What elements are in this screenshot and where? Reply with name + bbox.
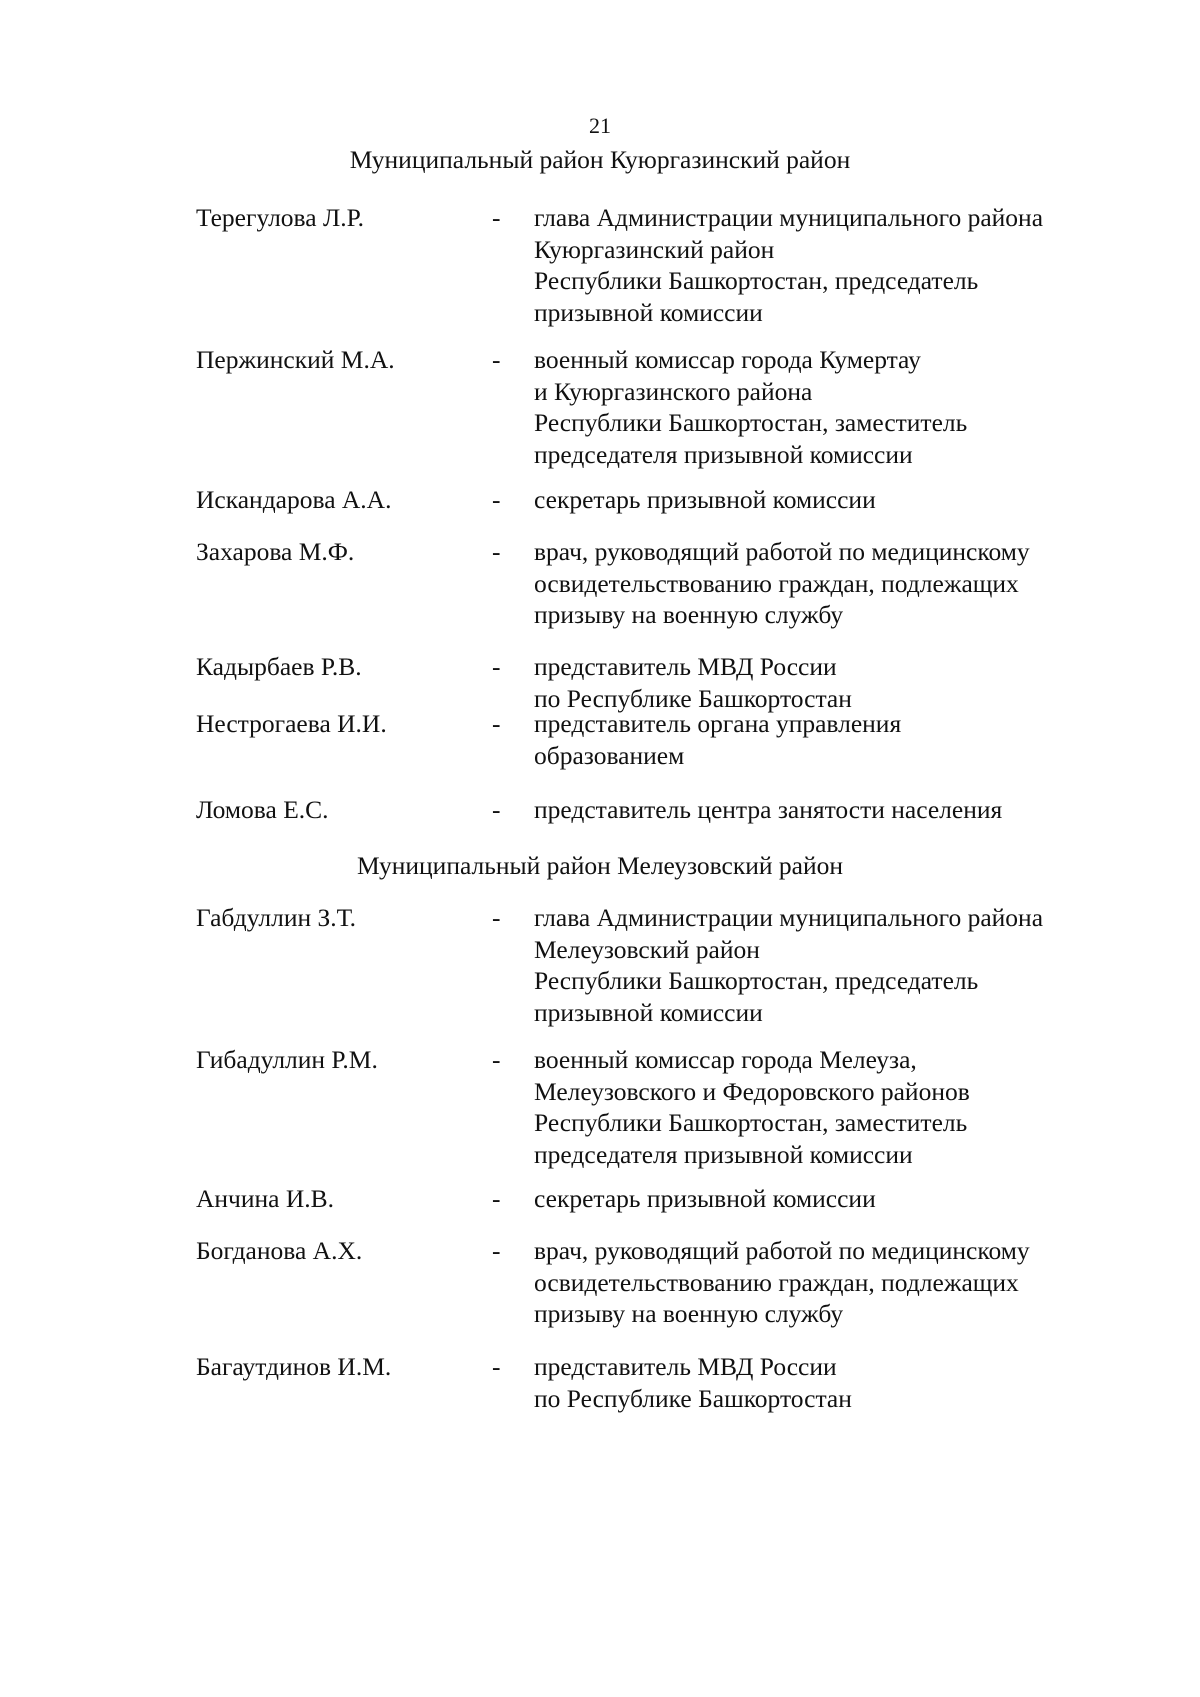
member-name: Захарова М.Ф.: [196, 537, 355, 566]
member-name: Ломова Е.С.: [196, 795, 329, 824]
member-role-line: секретарь призывной комиссии: [534, 485, 876, 514]
member-name: Богданова А.Х.: [196, 1236, 363, 1265]
member-name: Габдуллин З.Т.: [196, 903, 357, 932]
member-role-line: председателя призывной комиссии: [534, 439, 913, 469]
dash-separator: -: [492, 1352, 501, 1381]
member-role: [534, 794, 1134, 826]
member-role-line: Республики Башкортостан, председатель: [534, 266, 979, 295]
dash-separator: -: [492, 537, 501, 566]
member-role-line: врач, руководящий работой по медицинскому: [534, 1236, 1030, 1265]
member-role: [534, 1351, 1134, 1414]
member-role-line: глава Администрации муниципального района: [534, 903, 1044, 932]
member-role-line: Республики Башкортостан, заместитель: [534, 1108, 968, 1137]
dash-separator: -: [492, 1236, 501, 1265]
member-role-line: Куюргазинский район: [534, 234, 775, 264]
member-role-line: Мелеузовский район: [534, 934, 760, 964]
dash-separator: -: [492, 345, 501, 374]
member-role: [534, 1044, 1134, 1170]
member-name: Гибадуллин Р.М.: [196, 1045, 378, 1074]
member-name: Кадырбаев Р.В.: [196, 652, 362, 681]
member-role-line: представитель МВД России: [534, 1352, 837, 1381]
member-role-line: по Республике Башкортостан: [534, 1383, 852, 1413]
member-name: Багаутдинов И.М.: [196, 1352, 392, 1381]
member-role: [534, 1183, 1134, 1215]
member-role: [534, 902, 1134, 1028]
member-name: Терегулова Л.Р.: [196, 203, 364, 232]
member-role-line: призыву на военную службу: [534, 600, 844, 629]
member-name: Искандарова А.А.: [196, 485, 392, 514]
dash-separator: -: [492, 652, 501, 681]
member-role-line: Мелеузовского и Федоровского районов: [534, 1076, 970, 1106]
member-role-line: призывной комиссии: [534, 997, 763, 1027]
dash-separator: -: [492, 203, 501, 232]
member-role-line: по Республике Башкортостан: [534, 683, 852, 713]
member-role-line: освидетельствованию граждан, подлежащих: [534, 568, 1019, 598]
member-role-line: представитель МВД России: [534, 652, 837, 681]
dash-separator: -: [492, 1045, 501, 1074]
member-role-line: военный комиссар города Мелеуза,: [534, 1045, 917, 1074]
member-role: [534, 344, 1134, 470]
member-role-line: секретарь призывной комиссии: [534, 1184, 876, 1213]
member-role-line: и Куюргазинского района: [534, 376, 813, 406]
dash-separator: -: [492, 1184, 501, 1213]
member-role-line: призывной комиссии: [534, 297, 763, 327]
dash-separator: -: [492, 903, 501, 932]
member-role: [534, 202, 1134, 328]
member-role-line: врач, руководящий работой по медицинскому: [534, 537, 1030, 566]
member-role-line: председателя призывной комиссии: [534, 1139, 913, 1169]
member-role: [534, 651, 1134, 714]
page-number: 21: [589, 113, 611, 138]
member-role: [534, 1235, 1134, 1330]
section-title: Муниципальный район Мелеузовский район: [356, 851, 844, 880]
member-role-line: представитель центра занятости населения: [534, 795, 1003, 824]
member-role-line: освидетельствованию граждан, подлежащих: [534, 1267, 1019, 1297]
member-role-line: представитель органа управления: [534, 709, 902, 738]
member-role: [534, 536, 1134, 631]
member-name: Нестрогаева И.И.: [196, 709, 387, 738]
section-title: Муниципальный район Куюргазинский район: [349, 145, 851, 174]
dash-separator: -: [492, 485, 501, 514]
member-role-line: Республики Башкортостан, председатель: [534, 966, 979, 995]
member-role-line: призыву на военную службу: [534, 1299, 844, 1328]
member-name: Пержинский М.А.: [196, 345, 395, 374]
member-role: [534, 708, 1134, 771]
member-role-line: Республики Башкортостан, заместитель: [534, 408, 968, 437]
member-role-line: образованием: [534, 740, 685, 770]
member-role-line: глава Администрации муниципального района: [534, 203, 1044, 232]
member-name: Анчина И.В.: [196, 1184, 335, 1213]
member-role: [534, 484, 1134, 516]
dash-separator: -: [492, 709, 501, 738]
member-role-line: военный комиссар города Кумертау: [534, 345, 921, 374]
dash-separator: -: [492, 795, 501, 824]
